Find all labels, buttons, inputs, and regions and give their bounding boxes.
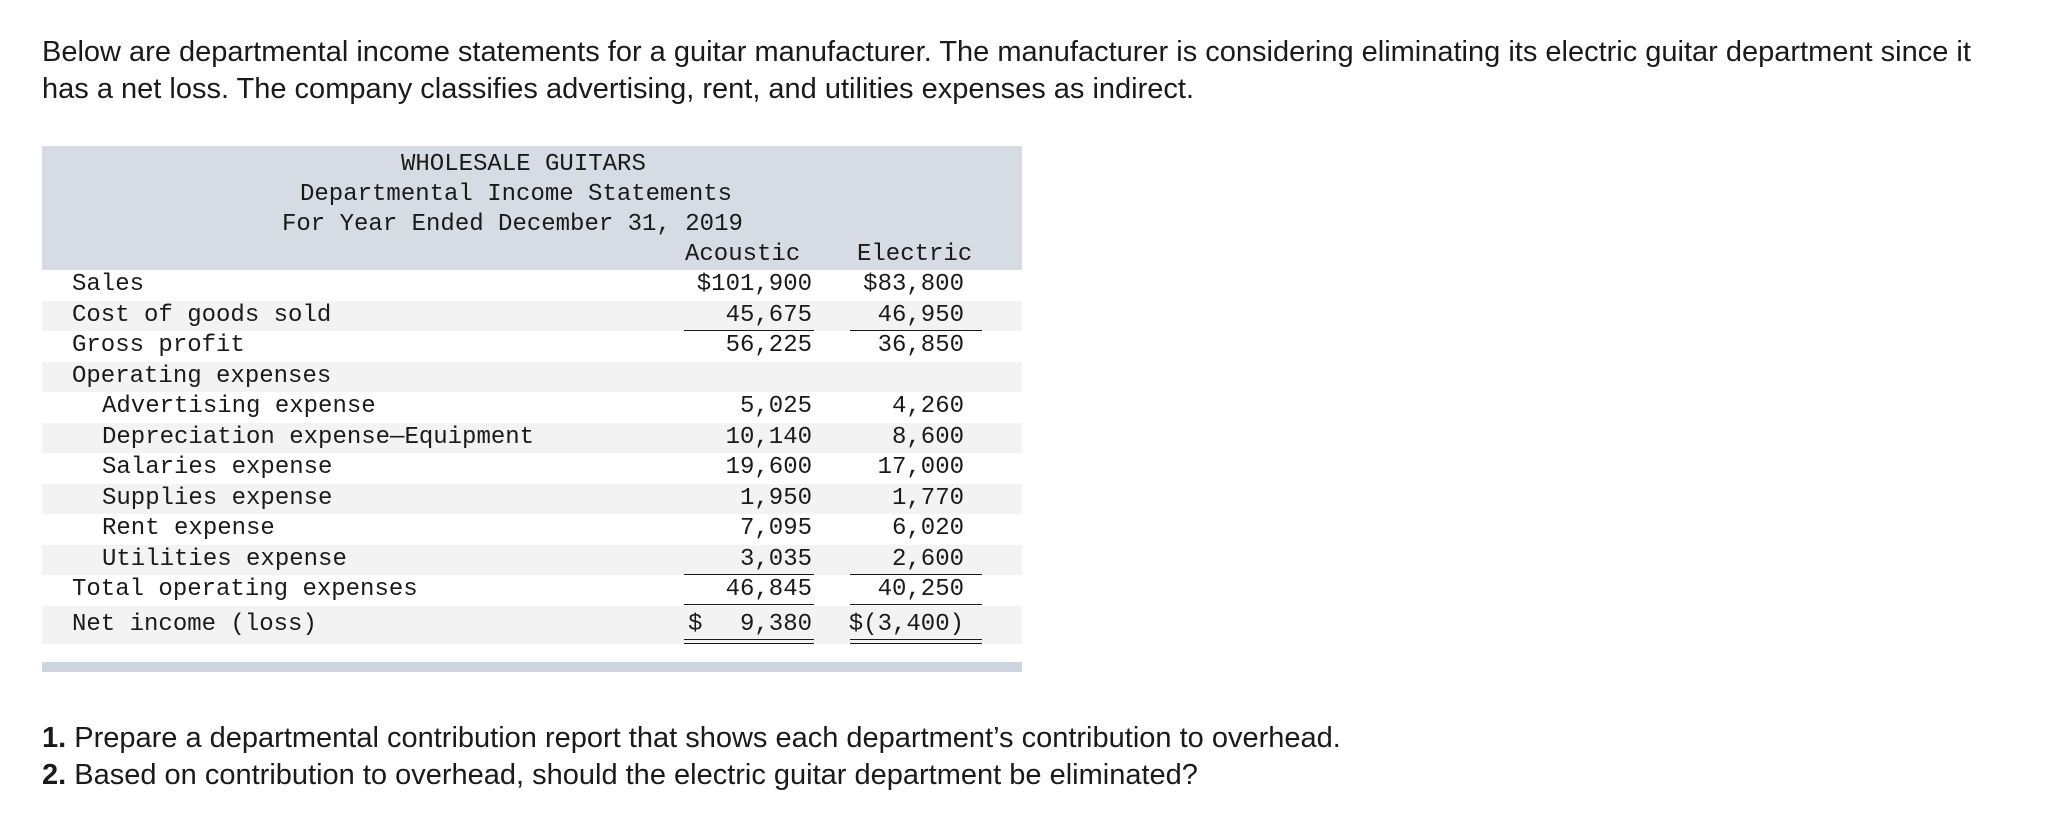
row-utilities xyxy=(42,545,1022,576)
row-label: Rent expense xyxy=(102,515,275,542)
statement-period: For Year Ended December 31, 2019 xyxy=(282,211,743,238)
row-salaries xyxy=(42,453,1022,484)
acoustic-value: 19,600 xyxy=(725,454,812,481)
row-net-income xyxy=(42,606,1022,644)
electric-value: 4,260 xyxy=(891,393,964,420)
row-label: Operating expenses xyxy=(72,362,332,390)
company-name: WHOLESALE GUITARS xyxy=(401,151,646,178)
electric-value: 46,950 xyxy=(877,301,964,329)
row-supplies xyxy=(42,484,1022,515)
question-1-number: 1. xyxy=(42,722,67,754)
acoustic-value: $101,900 xyxy=(696,271,812,298)
row-label: Salaries expense xyxy=(102,454,333,481)
row-label: Supplies expense xyxy=(102,484,333,512)
row-rent xyxy=(42,514,1022,545)
statement-title: Departmental Income Statements xyxy=(300,181,733,208)
row-label: Sales xyxy=(72,271,145,298)
electric-value: 17,000 xyxy=(877,454,964,481)
electric-value: 36,850 xyxy=(877,332,964,359)
row-label: Gross profit xyxy=(72,332,245,359)
column-header-acoustic: Acoustic xyxy=(685,241,801,268)
electric-value: 8,600 xyxy=(891,423,964,451)
row-sales xyxy=(42,270,1022,301)
acoustic-value: 9,380 xyxy=(739,610,812,638)
electric-value: 40,250 xyxy=(877,576,964,603)
row-label: Depreciation expense—Equipment xyxy=(102,423,535,451)
table-footer-bar xyxy=(42,662,1022,672)
row-operating-expenses-header xyxy=(42,362,1022,393)
double-underline-acoustic xyxy=(684,639,814,644)
row-depreciation xyxy=(42,423,1022,454)
row-gross-profit xyxy=(42,331,1022,362)
acoustic-value: 1,950 xyxy=(739,484,812,512)
electric-value: $(3,400) xyxy=(848,610,964,638)
question-2-number: 2. xyxy=(42,759,67,791)
income-statement-table xyxy=(42,146,1022,672)
row-label: Utilities expense xyxy=(102,545,347,573)
double-underline-electric xyxy=(850,639,982,644)
acoustic-value: 5,025 xyxy=(739,393,812,420)
acoustic-value: 7,095 xyxy=(739,515,812,542)
acoustic-dollar-sign: $ xyxy=(688,610,703,638)
row-cogs xyxy=(42,301,1022,332)
column-header-electric: Electric xyxy=(857,241,973,268)
electric-value: 6,020 xyxy=(891,515,964,542)
electric-value: 2,600 xyxy=(891,545,964,573)
acoustic-value: 46,845 xyxy=(725,576,812,603)
acoustic-value: 10,140 xyxy=(725,423,812,451)
acoustic-value: 45,675 xyxy=(725,301,812,329)
electric-value: 1,770 xyxy=(891,484,964,512)
problem-intro xyxy=(42,34,2002,108)
electric-value: $83,800 xyxy=(863,271,964,298)
row-label: Advertising expense xyxy=(102,393,376,420)
questions xyxy=(42,720,2002,794)
row-total-operating-expenses xyxy=(42,575,1022,606)
statement-header xyxy=(42,146,1022,270)
question-1 xyxy=(42,720,2002,757)
row-label: Total operating expenses xyxy=(72,576,418,603)
question-2 xyxy=(42,757,2002,794)
question-2-text: Based on contribution to overhead, should the electric guitar department be eliminated? xyxy=(66,759,1198,791)
intro-text: Below are departmental income statements for a guitar manufacturer. The manufacturer is considering eliminating its electric guitar department since it has a net loss. The company classifies advertising, rent, and utilities expenses as indirect. xyxy=(42,36,1971,105)
row-label: Net income (loss) xyxy=(72,610,317,638)
row-advertising xyxy=(42,392,1022,423)
acoustic-value: 56,225 xyxy=(725,332,812,359)
question-1-text: Prepare a departmental contribution report that shows each department’s contribution to overhead. xyxy=(66,722,1341,754)
acoustic-value: 3,035 xyxy=(739,545,812,573)
row-label: Cost of goods sold xyxy=(72,301,332,329)
